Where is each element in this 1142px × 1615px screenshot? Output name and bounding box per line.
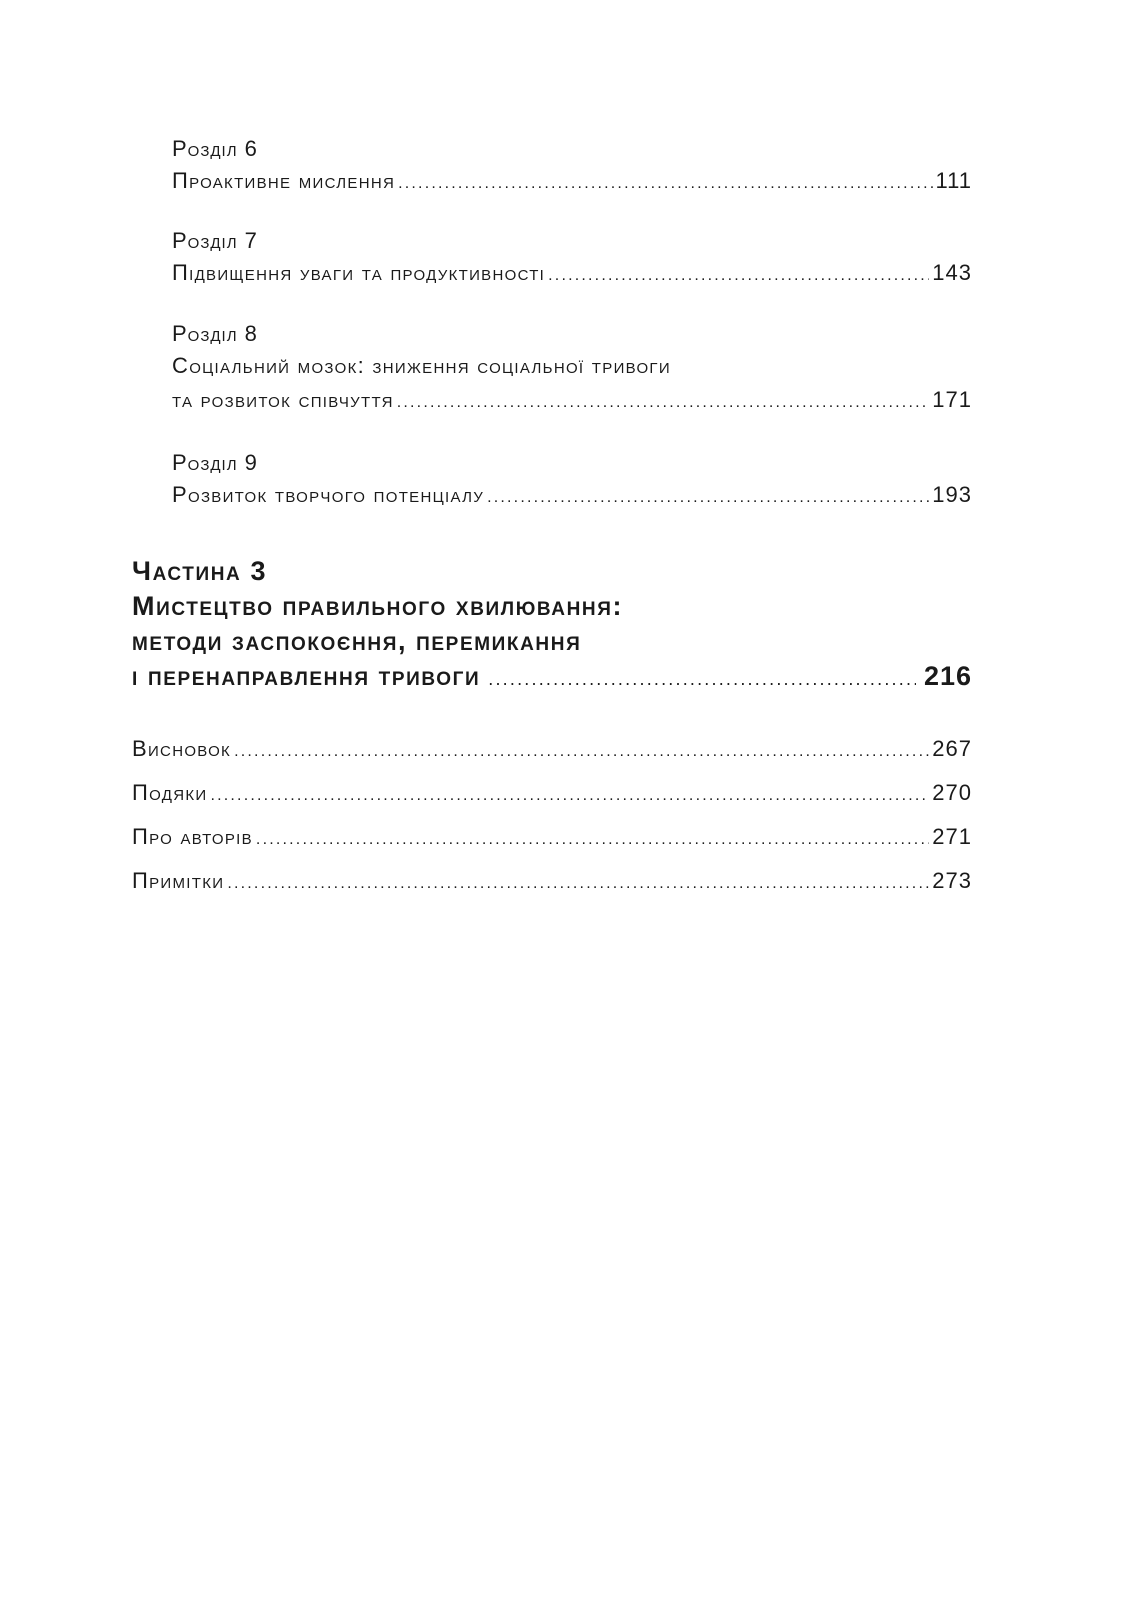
entry-title-line [172,349,972,383]
page-number: 270 [932,780,972,805]
page-number: 216 [923,661,972,691]
toc-entry-conclusion[interactable] [132,727,972,771]
toc-entry-notes[interactable] [132,859,972,903]
toc-entry[interactable] [172,478,972,512]
part-label: Частина 3 [132,556,268,586]
toc-chapter-7 [172,226,972,290]
chapter-label: Розділ 6 [172,136,258,161]
dot-leader [210,774,929,818]
chapter-label: Розділ 8 [172,321,258,346]
toc-back-matter [132,727,972,903]
page-number: 273 [932,868,972,893]
entry-title: та розвиток співчуття [172,387,394,412]
chapter-label: Розділ 9 [172,450,258,475]
entry-title: Подяки [132,780,208,805]
toc-chapter-6 [172,134,972,198]
toc-entry[interactable] [172,256,972,290]
part-title-line: Мистецтво правильного хвилювання: [132,591,624,621]
page-number: 111 [935,168,972,193]
entry-title: Проактивне мислення [172,168,396,193]
page-number: 267 [932,736,972,761]
page-number: 271 [932,824,972,849]
toc-entry[interactable] [172,383,972,417]
dot-leader [548,259,929,293]
entry-title: Розвиток творчого потенціалу [172,482,485,507]
dot-leader [227,862,929,906]
page-number: 143 [932,260,972,285]
toc-chapter-8 [172,319,972,417]
toc-entry[interactable] [172,164,972,198]
toc-entry-about-authors[interactable] [132,815,972,859]
dot-leader [256,818,929,862]
dot-leader [487,481,929,515]
page-number: 171 [932,387,972,412]
dot-leader [488,662,916,697]
part-title-line: методи заспокоєння, перемикання [132,626,582,656]
entry-title: Про авторів [132,824,253,849]
dot-leader [398,167,932,201]
toc-part-3 [132,554,972,694]
entry-title-line-text: Соціальний мозок: зниження соціальної тривоги [172,353,671,378]
entry-title: Примітки [132,868,225,893]
chapter-label: Розділ 7 [172,228,258,253]
toc-chapter-9 [172,448,972,512]
dot-leader [234,730,929,774]
toc-entry[interactable] [132,659,972,694]
toc-entry-acknowledgments[interactable] [132,771,972,815]
entry-title: і перенаправлення тривоги [132,661,481,691]
page-number: 193 [932,482,972,507]
entry-title: Висновок [132,736,232,761]
entry-title: Підвищення уваги та продуктивності [172,260,546,285]
dot-leader [397,386,930,420]
